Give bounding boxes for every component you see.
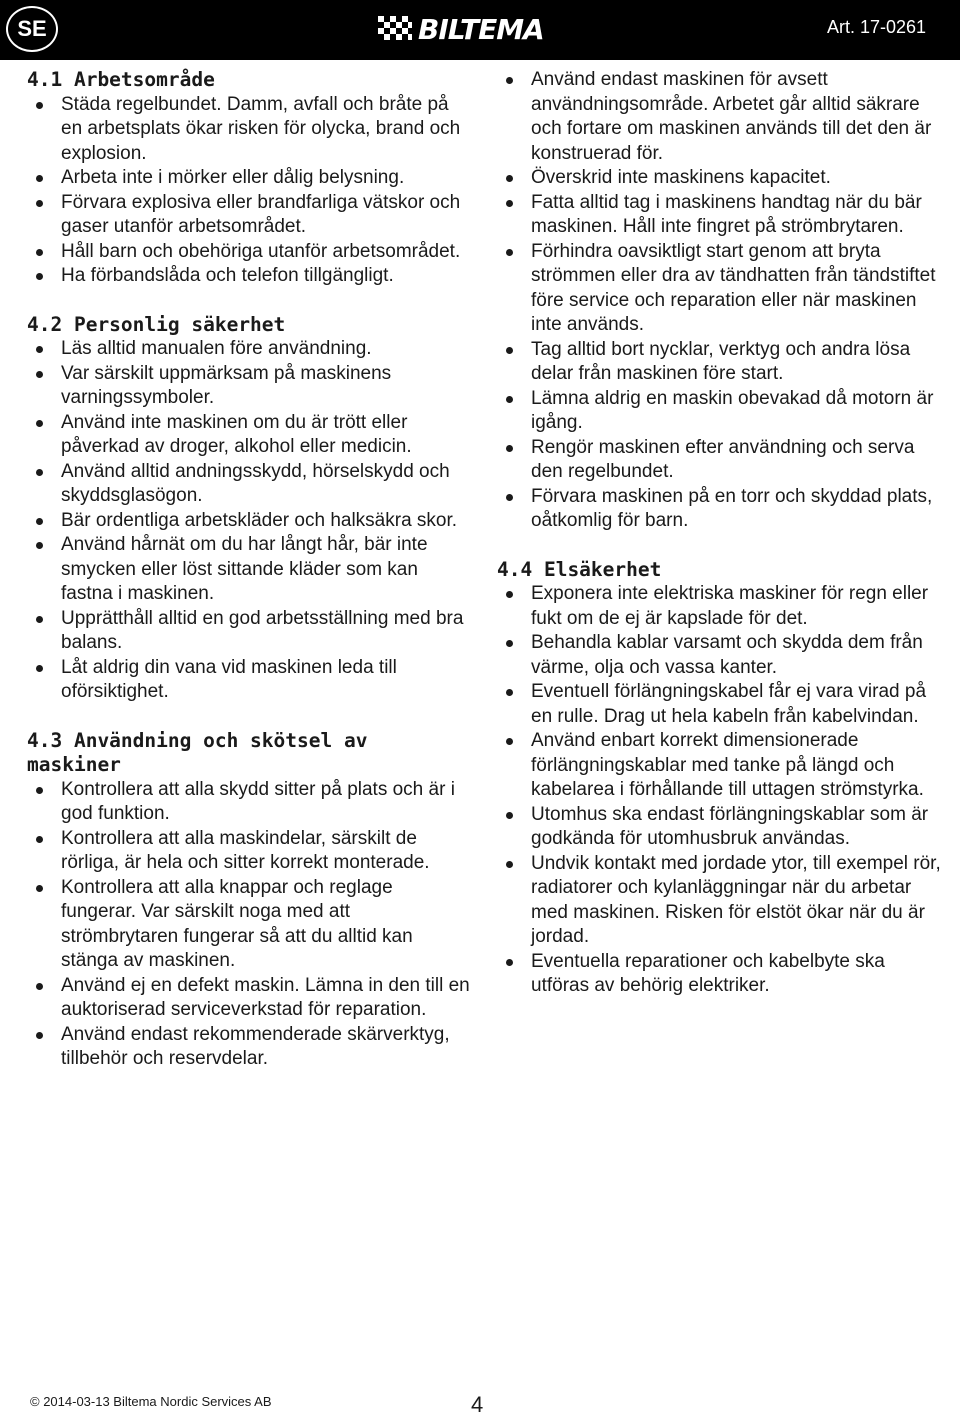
list-item: Städa regelbundet. Damm, avfall och bråte på en arbetsplats ökar risken för olycka, brand och explosion.: [27, 93, 472, 167]
list-item: Lämna aldrig en maskin obevakad då motorn är igång.: [497, 387, 942, 436]
section: [27, 313, 472, 705]
brand-name: BILTEMA: [418, 12, 544, 46]
list-item: Ha förbandslåda och telefon tillgängligt.: [27, 264, 472, 289]
list-item: Använd enbart korrekt dimensionerade förlängningskablar med tanke på längd och kabelarea i förhållande till uttagen strömstyrka.: [497, 729, 942, 803]
list-item: Använd hårnät om du har långt hår, bär inte smycken eller löst sittande kläder som kan fastna i maskinen.: [27, 533, 472, 607]
list-item: Använd alltid andningsskydd, hörselskydd och skyddsglasögon.: [27, 460, 472, 509]
article-number: Art. 17-0261: [826, 17, 926, 37]
page-header: [0, 0, 960, 60]
checkered-flag-icon: [378, 16, 412, 42]
list-item: Kontrollera att alla knappar och reglage fungerar. Var särskilt noga med att strömbrytaren fungerar så att du alltid kan stänga av maskinen.: [27, 876, 472, 974]
list-item: Kontrollera att alla maskindelar, särskilt de rörliga, är hela och sitter korrekt monterade.: [27, 827, 472, 876]
bullet-list: [27, 337, 472, 705]
section-heading: 4.1 Arbetsområde: [27, 68, 215, 91]
bullet-list: [497, 582, 942, 999]
right-column: [497, 68, 942, 1023]
list-item: Använd endast rekommenderade skärverktyg, tillbehör och reservdelar.: [27, 1023, 472, 1072]
section: [27, 729, 472, 1072]
list-item: Håll barn och obehöriga utanför arbetsområdet.: [27, 240, 472, 265]
list-item: Fatta alltid tag i maskinens handtag när du bär maskinen. Håll inte fingret på strömbrytaren.: [497, 191, 942, 240]
section: [497, 558, 942, 999]
list-item: Förvara explosiva eller brandfarliga vätskor och gaser utanför arbetsområdet.: [27, 191, 472, 240]
section-heading: 4.4 Elsäkerhet: [497, 557, 662, 581]
copyright-footer: © 2014-03-13 Biltema Nordic Services AB: [30, 1394, 272, 1409]
left-column: [27, 68, 472, 1096]
list-item: Utomhus ska endast förlängningskablar som är godkända för utomhusbruk användas.: [497, 803, 942, 852]
list-item: Exponera inte elektriska maskiner för regn eller fukt om de ej är kapslade för det.: [497, 582, 942, 631]
bullet-list: [27, 93, 472, 289]
list-item: Använd inte maskinen om du är trött eller påverkad av droger, alkohol eller medicin.: [27, 411, 472, 460]
list-item: Upprätthåll alltid en god arbetsställning med bra balans.: [27, 607, 472, 656]
list-item: Förvara maskinen på en torr och skyddad plats, oåtkomlig för barn.: [497, 485, 942, 534]
biltema-logo: [378, 12, 544, 46]
list-item: Undvik kontakt med jordade ytor, till exempel rör, radiatorer och kylanläggningar när du arbetar med maskinen. Risken för elstöt ökar när du är jordad.: [497, 852, 942, 950]
language-badge: SE: [6, 6, 58, 52]
list-item: Behandla kablar varsamt och skydda dem från värme, olja och vassa kanter.: [497, 631, 942, 680]
list-item: Låt aldrig din vana vid maskinen leda till oförsiktighet.: [27, 656, 472, 705]
list-item: Eventuell förlängningskabel får ej vara virad på en rulle. Drag ut hela kabeln från kabelvindan.: [497, 680, 942, 729]
section-heading: 4.3 Användning och skötsel av maskiner: [27, 728, 368, 776]
section-heading: 4.2 Personlig säkerhet: [27, 312, 286, 336]
list-item: Använd ej en defekt maskin. Lämna in den till en auktoriserad serviceverkstad för reparation.: [27, 974, 472, 1023]
bullet-list: [497, 68, 942, 534]
list-item: Var särskilt uppmärksam på maskinens varningssymboler.: [27, 362, 472, 411]
list-item: Eventuella reparationer och kabelbyte ska utföras av behörig elektriker.: [497, 950, 942, 999]
list-item: Tag alltid bort nycklar, verktyg och andra lösa delar från maskinen före start.: [497, 338, 942, 387]
list-item: Använd endast maskinen för avsett användningsområde. Arbetet går alltid säkrare och fortare om maskinen används till det den är konstruerad för.: [497, 68, 942, 166]
bullet-list: [27, 778, 472, 1072]
list-item: Förhindra oavsiktligt start genom att bryta strömmen eller dra av tändhatten från tändstiftet före service och reparation eller när maskinen inte används.: [497, 240, 942, 338]
list-item: Överskrid inte maskinens kapacitet.: [497, 166, 942, 191]
section: [27, 68, 472, 289]
section: [497, 68, 942, 534]
page-number: 4: [471, 1392, 484, 1417]
list-item: Bär ordentliga arbetskläder och halksäkra skor.: [27, 509, 472, 534]
list-item: Kontrollera att alla skydd sitter på plats och är i god funktion.: [27, 778, 472, 827]
list-item: Läs alltid manualen före användning.: [27, 337, 472, 362]
list-item: Arbeta inte i mörker eller dålig belysning.: [27, 166, 472, 191]
list-item: Rengör maskinen efter användning och serva den regelbundet.: [497, 436, 942, 485]
